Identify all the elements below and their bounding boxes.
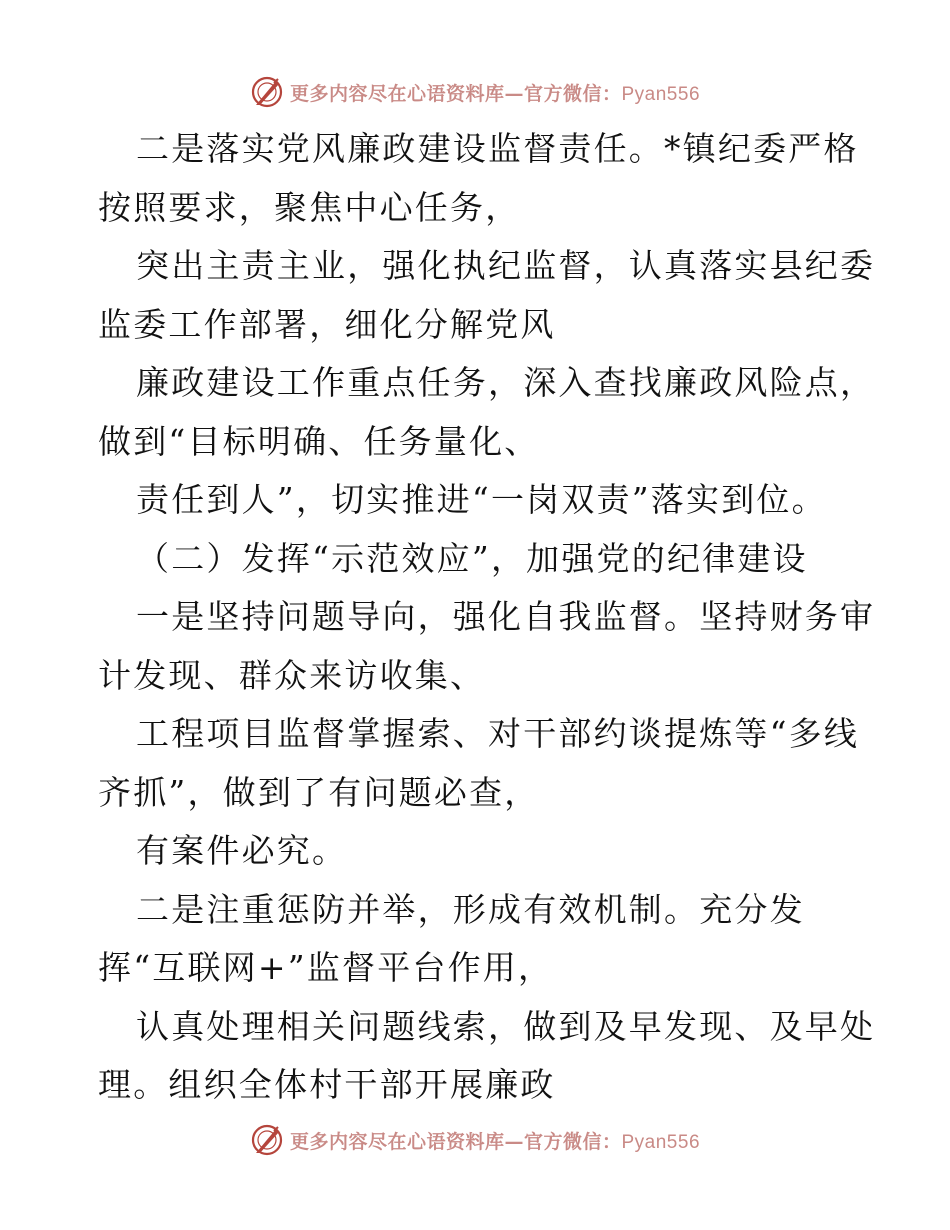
paragraph-line: 廉政建设工作重点任务，深入查找廉政风险点，: [136, 363, 876, 402]
paragraph-line: 一是坚持问题导向，强化自我监督。坚持财务审: [136, 597, 876, 636]
paragraph-line: 有案件必究。: [136, 831, 348, 870]
paragraph-line: （二）发挥“示范效应”，加强党的纪律建设: [136, 538, 808, 578]
paragraph-line: 突出主责主业，强化执纪监督，认真落实县纪委: [136, 246, 876, 285]
paragraph-line: 理。组织全体村干部开展廉政: [98, 1065, 556, 1104]
paragraph-line: 计发现、群众来访收集、: [98, 655, 486, 695]
document-body: [98, 120, 876, 1115]
quill-pen-seal-icon: [250, 75, 284, 109]
quill-pen-seal-icon: [250, 1123, 284, 1157]
paragraph-line: 认真处理相关问题线索，做到及早发现、及早处: [136, 1006, 876, 1046]
paragraph-line: 二是注重惩防并举，形成有效机制。充分发: [136, 889, 805, 929]
paragraph-line: 做到“目标明确、任务量化、: [98, 421, 540, 461]
paragraph-line: 按照要求，聚焦中心任务，: [98, 187, 521, 227]
footer-watermark: [0, 1120, 950, 1160]
header-watermark: [0, 72, 950, 112]
paragraph-line: 二是落实党风廉政建设监督责任。*镇纪委严格: [136, 129, 859, 168]
paragraph-line: 工程项目监督掌握索、对干部约谈提炼等“多线: [136, 714, 860, 753]
paragraph-line: 齐抓”，做到了有问题必查，: [98, 772, 540, 812]
watermark-text: 更多内容尽在心语资料库—官方微信：Pyan556: [289, 82, 701, 105]
paragraph-line: 监委工作部署，细化分解党风: [98, 304, 556, 344]
paragraph-line: 挥“互联网+”监督平台作用，: [98, 948, 554, 987]
watermark-text: 更多内容尽在心语资料库—官方微信：Pyan556: [289, 1130, 701, 1153]
paragraph-line: 责任到人”，切实推进“一岗双责”落实到位。: [136, 480, 827, 519]
